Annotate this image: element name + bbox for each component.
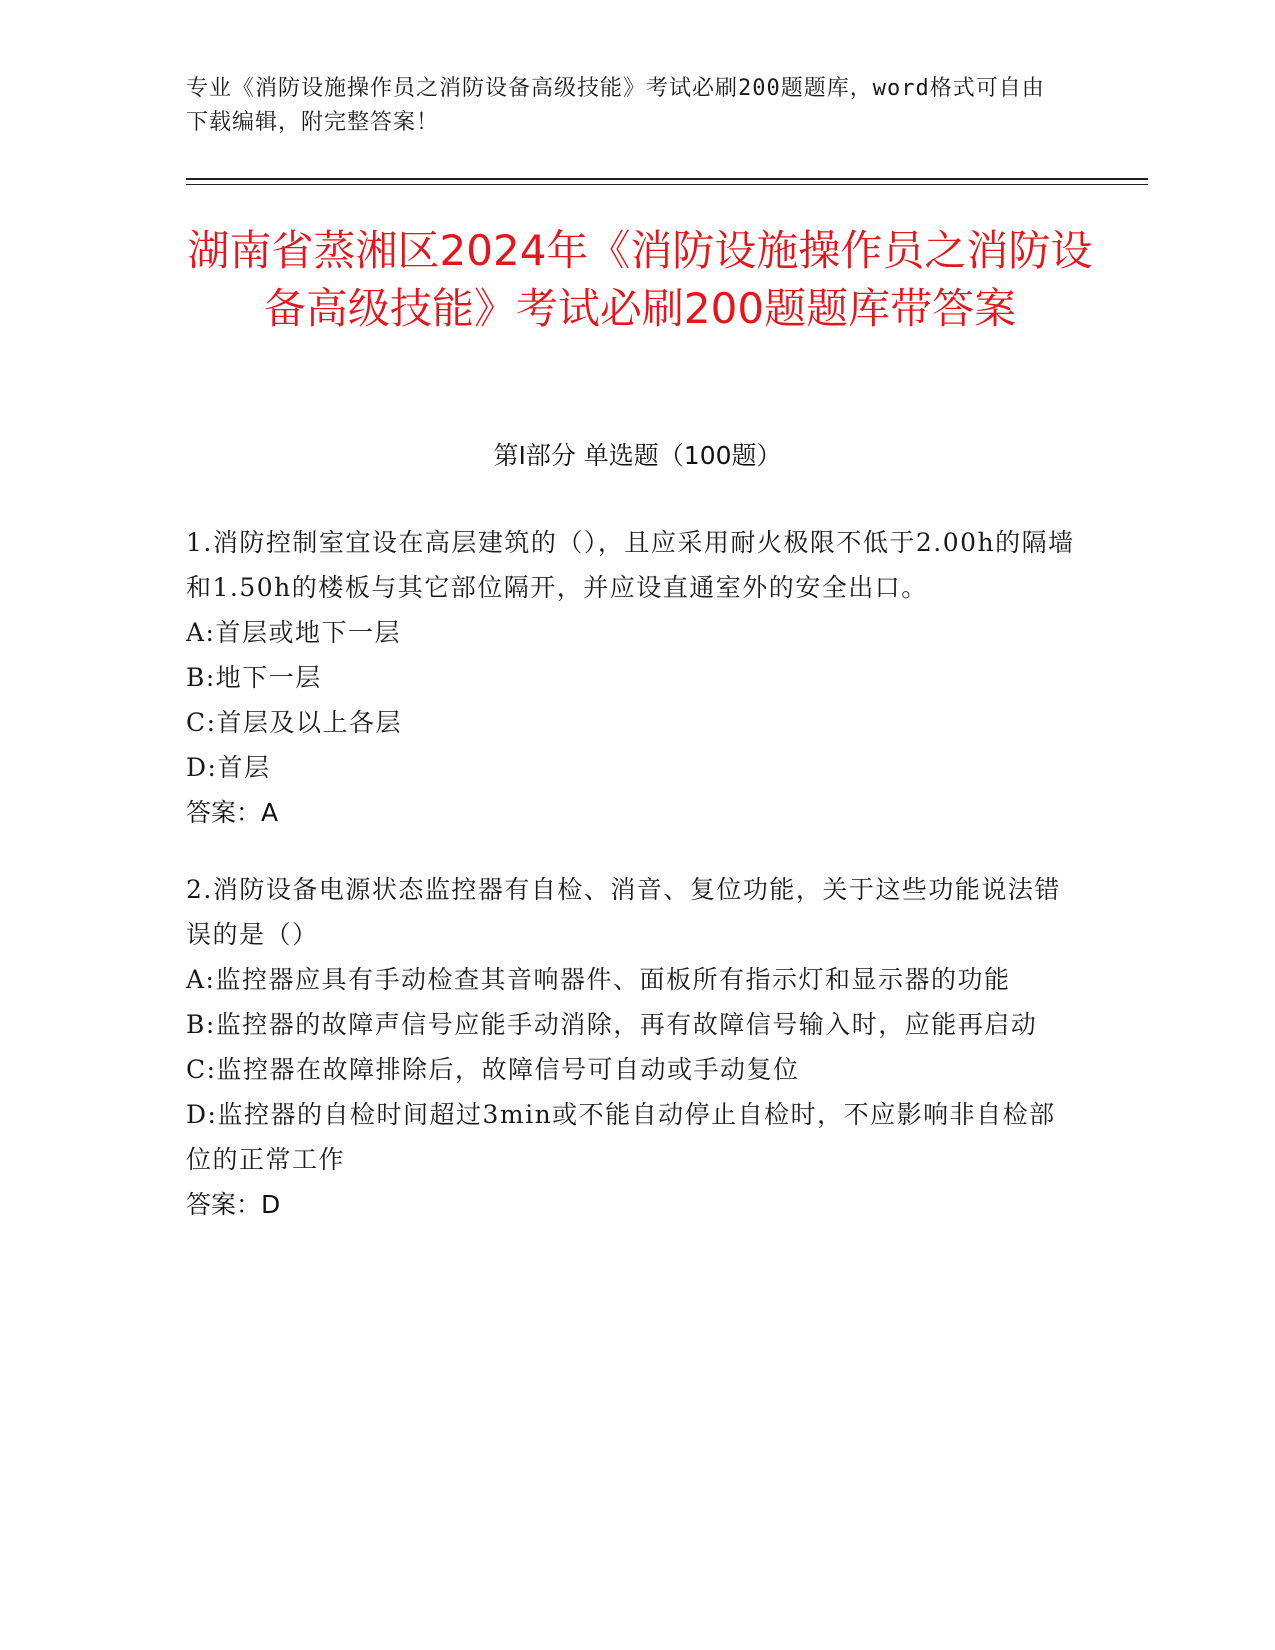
option-c: C:监控器在故障排除后，故障信号可自动或手动复位 xyxy=(186,1055,800,1084)
header-divider-thin xyxy=(186,184,1148,185)
option-a: A:监控器应具有手动检查其音响器件、面板所有指示灯和显示器的功能 xyxy=(186,965,1011,994)
option-a: A:首层或地下一层 xyxy=(186,618,401,647)
option-c: C:首层及以上各层 xyxy=(186,708,403,737)
header-divider xyxy=(186,178,1148,180)
answer-line: 答案：D xyxy=(186,1190,281,1219)
option-b: B:监控器的故障声信号应能手动消除，再有故障信号输入时，应能再启动 xyxy=(186,1010,1038,1039)
header-note: 专业《消防设施操作员之消防设备高级技能》考试必刷200题题库，word格式可自由下载编辑，附完整答案！ xyxy=(186,76,1045,135)
question-list xyxy=(186,520,1076,1259)
answer-line: 答案：A xyxy=(186,798,279,827)
option-d: D:首层 xyxy=(186,753,271,782)
option-b: B:地下一层 xyxy=(186,663,322,692)
question-stem: 1.消防控制室宜设在高层建筑的（），且应采用耐火极限不低于2.00h的隔墙和1.50h的楼板与其它部位隔开，并应设直通室外的安全出口。 xyxy=(186,528,1075,602)
section-heading: 第Ⅰ部分 单选题（100题） xyxy=(493,441,782,470)
question-stem: 2.消防设备电源状态监控器有自检、消音、复位功能，关于这些功能说法错误的是（） xyxy=(186,875,1061,949)
document-title: 湖南省蒸湘区2024年《消防设施操作员之消防设备高级技能》考试必刷200题题库带答案 xyxy=(187,226,1093,333)
option-d: D:监控器的自检时间超过3min或不能自动停止自检时，不应影响非自检部位的正常工作 xyxy=(186,1100,1056,1174)
question-item xyxy=(186,867,1076,1227)
question-item xyxy=(186,520,1076,835)
